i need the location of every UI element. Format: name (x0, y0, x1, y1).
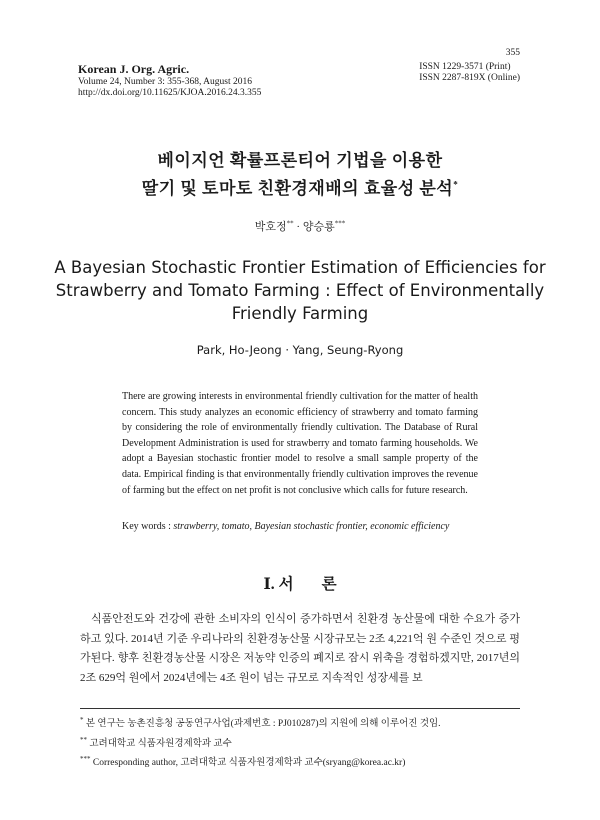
footnote-3-text: Corresponding author, 고려대학교 식품자원경제학과 교수(sryang@korea.ac.kr) (92, 758, 406, 769)
footnote-1-mark: * (80, 716, 84, 724)
body-paragraph: 식품안전도와 건강에 관한 소비자의 인식이 증가하면서 친환경 농산물에 대한 수요가 증가하고 있다. 2014년 기준 우리나라의 친환경농산물 시장규모는 2조 4,221억 원 수준인 것으로 평가된다. 향후 친환경농산물 시장은 저농약 인증의 폐지로 잠시 위축을 경험하겠지만, 2017년의 2조 629억 원에서 2024년에는 4조 원이 넘는 규모로 지속적인 성장세를 보 (80, 613, 520, 684)
section-number: Ⅰ. (263, 576, 275, 593)
issn-online: ISSN 2287-819X (Online) (419, 73, 520, 83)
issn-block (419, 62, 520, 84)
footnote-1-text: 본 연구는 농촌진흥청 공동연구사업(과제번호 : PJ010287)의 지원에 의해 이루어진 것임. (85, 719, 441, 730)
korean-title-line2-text: 딸기 및 토마토 친환경재배의 효율성 분석 (141, 179, 454, 198)
english-title-line2: Strawberry and Tomato Farming : Effect of Environmentally (55, 281, 545, 300)
footnote-2-text: 고려대학교 식품자원경제학과 교수 (89, 738, 232, 749)
english-title-line3: Friendly Farming (231, 304, 369, 323)
footnotes (80, 713, 540, 772)
body-text (80, 610, 520, 688)
section-heading (0, 572, 600, 594)
section-title-char1: 서 (278, 576, 294, 593)
journal-header (78, 62, 261, 99)
footnote-3-mark: *** (80, 755, 91, 764)
doi-link[interactable]: http://dx.doi.org/10.11625/KJOA.2016.24.3.355 (78, 88, 262, 98)
english-title-line1: A Bayesian Stochastic Frontier Estimation of Efficiencies for (54, 258, 546, 277)
english-authors: Park, Ho-Jeong · Yang, Seung-Ryong (196, 343, 404, 357)
korean-title-line1: 베이지언 확률프론티어 기법을 이용한 (157, 151, 443, 170)
page-number: 355 (505, 48, 520, 58)
keywords-values: strawberry, tomato, Bayesian stochastic frontier, economic efficiency (173, 521, 450, 532)
footnote-3 (80, 752, 540, 772)
issn-print: ISSN 1229-3571 (Print) (419, 62, 511, 72)
journal-name: Korean J. Org. Agric. (78, 62, 190, 76)
author2-mark: *** (334, 219, 346, 228)
author1-mark: ** (286, 219, 294, 228)
footnote-1 (80, 713, 540, 733)
footnote-2-mark: ** (80, 735, 87, 744)
title-footnote-mark: * (453, 179, 459, 190)
author1-kr: 박호정 (254, 221, 287, 233)
author2-kr: 양승룡 (302, 221, 335, 233)
korean-authors (0, 218, 600, 234)
keywords (122, 521, 502, 532)
volume-line: Volume 24, Number 3: 355-368, August 2016 (78, 77, 252, 87)
author-separator: · (293, 221, 303, 233)
keywords-label: Key words : (122, 521, 171, 532)
footnote-divider (80, 708, 520, 709)
section-title-char2: 론 (321, 576, 337, 593)
korean-title-line2 (0, 174, 600, 199)
footnote-2 (80, 733, 540, 753)
abstract: There are growing interests in environmental friendly cultivation for the matter of health concern. This study analyzes an economic efficiency of strawberry and tomato farming by considering the role of environmentally friendly cultivation. The Database of Rural Development Administration is used for strawberry and tomato farming households. We adopt a Bayesian stochastic frontier model to resolve a small sample property of the data. Empirical finding is that environmentally friendly cultivation improves the revenue of farming but the effect on net profit is not conclusive which calls for future research. (122, 391, 478, 496)
